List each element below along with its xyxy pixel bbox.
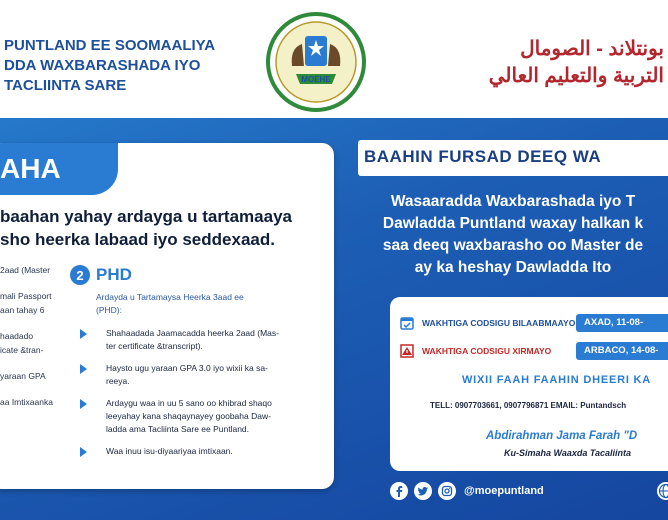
deadline-open-date: AXAD, 11-08- xyxy=(576,314,668,332)
deadline-close-date: ARBACO, 14-08- xyxy=(576,342,668,360)
description-line: Wasaaradda Waxbarashada iyo T xyxy=(390,193,636,210)
header-ar-line: التربية والتعليم العالي xyxy=(488,65,664,87)
arrow-bullet-icon xyxy=(80,329,97,339)
phd-title: PHD xyxy=(96,265,132,284)
deadline-open-label: WAKHTIGA CODSIGU BILAABMAAYO xyxy=(422,318,576,328)
requirements-intro xyxy=(0,205,326,251)
phd-requirements-list xyxy=(80,327,290,467)
master-line: icate &tran- xyxy=(0,345,44,355)
item-line: ladda ama Tacliinta Sare ee Puntland. xyxy=(106,424,250,434)
arrow-bullet-icon xyxy=(80,399,97,409)
warning-icon xyxy=(400,344,414,358)
contact-details: TELL: 0907703661, 0907796871 EMAIL: Puntandsch xyxy=(430,401,627,410)
header-en-line: PUNTLAND EE SOOMAALIYA xyxy=(4,37,216,54)
header-en-line: TACLIINTA SARE xyxy=(4,77,127,94)
calendar-icon xyxy=(400,316,414,330)
master-line: aan tahay 6 xyxy=(0,305,45,315)
phd-subtitle xyxy=(96,291,296,317)
header-ar-line: بونتلاند - الصومال xyxy=(520,38,664,60)
header-english-text xyxy=(4,36,215,96)
intro-line: baahan yahay ardayga u tartamaaya xyxy=(0,207,292,226)
more-info-heading: WIXII FAAH FAAHIN DHEERI KA xyxy=(462,374,652,386)
item-line: Ardaygu waa in uu 5 sano oo khibrad shaqo xyxy=(106,398,272,408)
item-line: Shahaadada Jaamacadda heerka 2aad (Mas- xyxy=(106,328,279,338)
deadline-open-row xyxy=(400,314,575,332)
description-line: Dawladda Puntland waxay halkan k xyxy=(382,215,644,232)
phd-subtitle-line: (PHD): xyxy=(96,305,122,315)
master-line: mali Passport xyxy=(0,291,52,301)
phd-subtitle-line: Ardayda u Tartamaysa Heerka 3aad ee xyxy=(96,292,244,302)
instagram-icon[interactable] xyxy=(438,482,456,500)
deadline-info-card xyxy=(390,297,668,471)
item-line: reeya. xyxy=(106,376,130,386)
social-media-bar xyxy=(390,480,544,502)
announcement-description xyxy=(358,191,668,279)
list-item xyxy=(80,445,290,458)
announcement-title-bar xyxy=(358,140,668,176)
logo-text: MOEHE xyxy=(301,75,331,84)
deadline-close-row xyxy=(400,342,551,360)
requirements-card xyxy=(0,143,334,489)
announcement-title: BAAHIN FURSAD DEEQ WA xyxy=(364,147,602,166)
twitter-icon[interactable] xyxy=(414,482,432,500)
item-line: Waa inuu isu-diyaariyaa imtixaan. xyxy=(106,446,233,456)
list-item xyxy=(80,327,290,353)
item-line: Haysto ugu yaraan GPA 3.0 iyo wixii ka sa- xyxy=(106,363,268,373)
arrow-bullet-icon xyxy=(80,364,97,374)
requirements-tab-title: AHA xyxy=(0,143,118,195)
item-line: leeyahay kana shaqaynayey goobaha Daw- xyxy=(106,411,271,421)
master-line: haadado xyxy=(0,331,34,341)
master-line: yaraan GPA xyxy=(0,371,46,381)
header-en-line: DDA WAXBARASHADA IYO xyxy=(4,57,201,74)
signatory-name: Abdirahman Jama Farah "D xyxy=(486,430,638,442)
deadline-close-label: WAKHTIGA CODSIGU XIRMAYO xyxy=(422,346,552,356)
description-line: saa deeq waxbarasho oo Master de xyxy=(382,237,644,254)
list-item xyxy=(80,397,290,436)
list-item xyxy=(80,362,290,388)
master-requirements-column xyxy=(0,263,66,409)
globe-icon[interactable] xyxy=(656,481,668,501)
header-banner xyxy=(0,0,668,118)
signatory-role: Ku-Simaha Waaxda Tacaliinta xyxy=(504,448,632,458)
arrow-bullet-icon xyxy=(80,447,97,457)
phd-heading xyxy=(70,265,132,285)
master-line: 2aad (Master xyxy=(0,265,51,275)
description-line: ay ka heshay Dawladda Ito xyxy=(414,259,612,276)
ministry-logo xyxy=(266,12,366,112)
header-arabic-text xyxy=(489,36,664,90)
phd-number-badge: 2 xyxy=(70,265,90,285)
social-handle[interactable]: @moepuntland xyxy=(464,485,544,497)
intro-line: sho heerka labaad iyo seddexaad. xyxy=(0,230,275,249)
master-line: aa Imtixaanka xyxy=(0,397,53,407)
facebook-icon[interactable] xyxy=(390,482,408,500)
item-line: ter certificate &transcript). xyxy=(106,341,203,351)
